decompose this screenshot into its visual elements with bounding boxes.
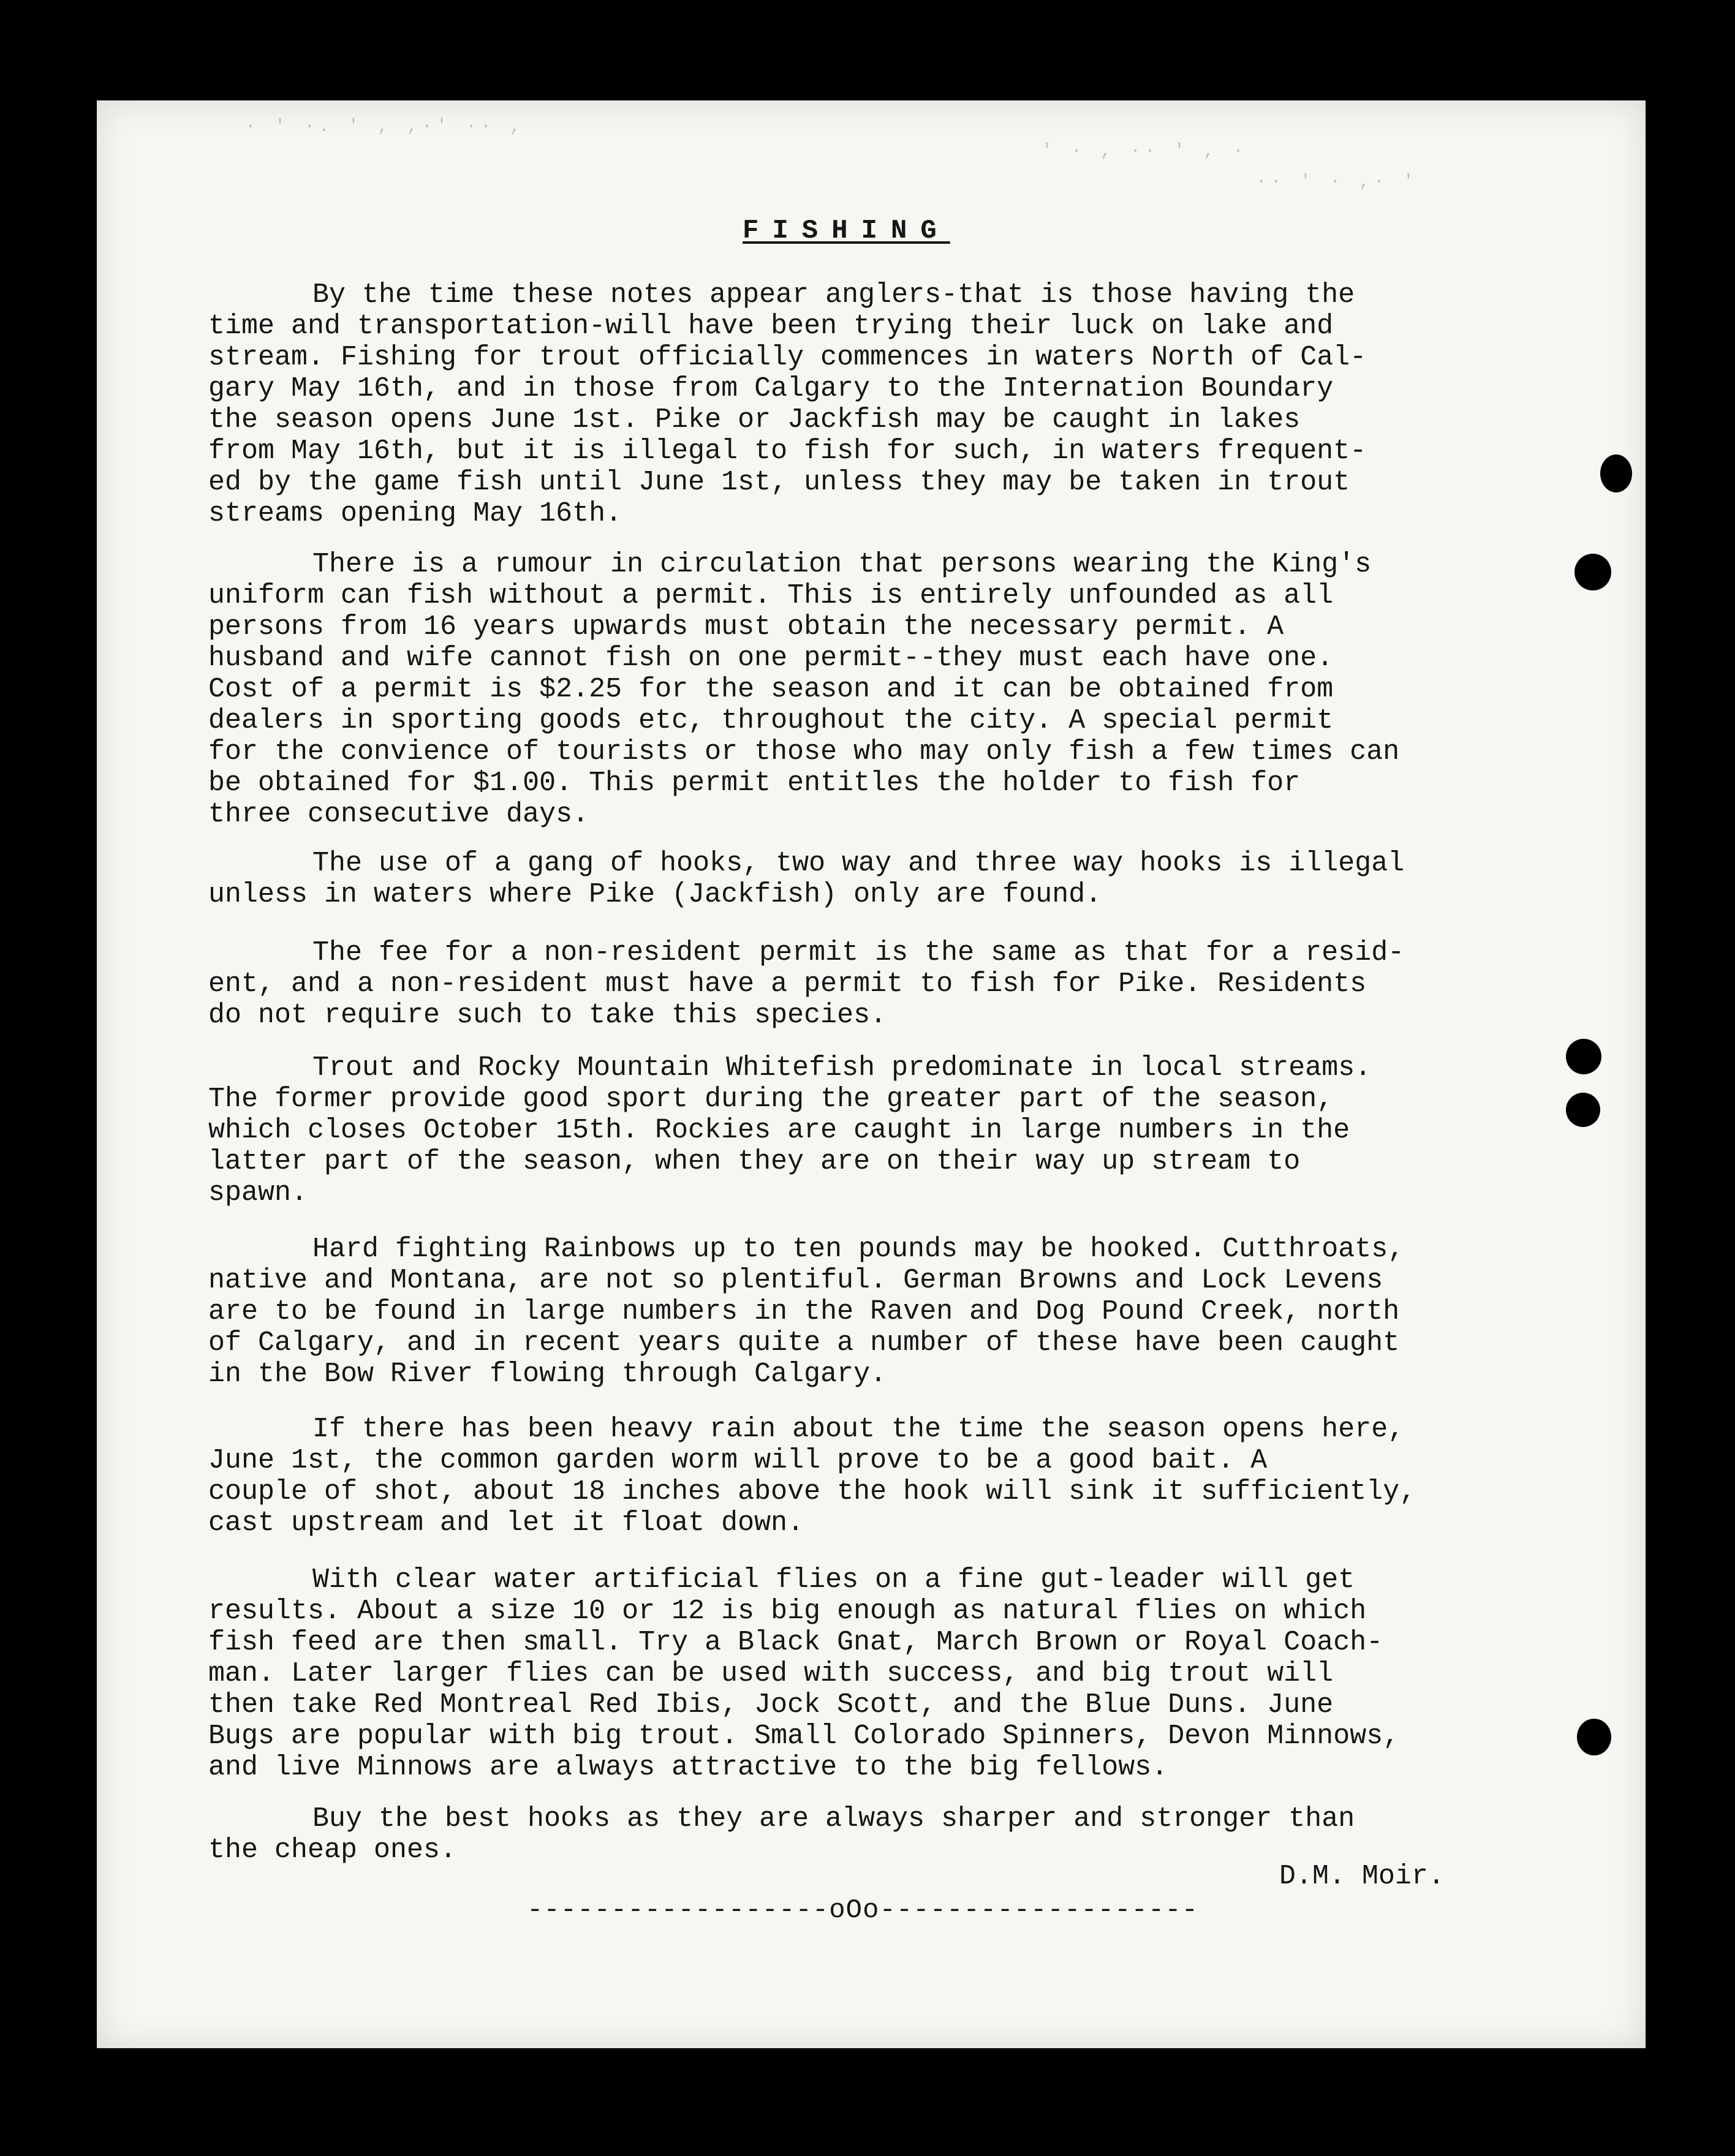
text-line: the season opens June 1st. Pike or Jackfish may be caught in lakes <box>208 404 1301 435</box>
text-line: ent, and a non-resident must have a permit to fish for Pike. Residents <box>208 968 1367 1000</box>
text-line: do not require such to take this species. <box>208 1000 887 1031</box>
text-line: Buy the best hooks as they are always sharper and stronger than <box>312 1803 1355 1834</box>
punch-hole <box>1577 1719 1611 1755</box>
text-line: man. Later larger flies can be used with success, and big trout will <box>208 1658 1334 1689</box>
text-line: spawn. <box>208 1177 308 1208</box>
text-line: for the convience of tourists or those who may only fish a few times can <box>208 736 1400 767</box>
text-line: which closes October 15th. Rockies are caught in large numbers in the <box>208 1115 1350 1146</box>
text-line: If there has been heavy rain about the time the season opens here, <box>312 1414 1405 1445</box>
text-line: By the time these notes appear anglers-that is those having the <box>312 279 1355 311</box>
punch-hole <box>1574 554 1611 590</box>
text-line: There is a rumour in circulation that persons wearing the King's <box>312 549 1372 580</box>
text-line: stream. Fishing for trout officially commences in waters North of Cal- <box>208 342 1367 373</box>
text-line: and live Minnows are always attractive to the big fellows. <box>208 1752 1168 1783</box>
text-line: Bugs are popular with big trout. Small Colorado Spinners, Devon Minnows, <box>208 1721 1400 1752</box>
author-signature: D.M. Moir. <box>1279 1861 1445 1892</box>
paragraph <box>208 1414 1532 1539</box>
paragraph <box>208 937 1532 1031</box>
text-line: Trout and Rocky Mountain Whitefish predominate in local streams. <box>312 1052 1372 1084</box>
text-line: husband and wife cannot fish on one permit--they must each have one. <box>208 643 1334 674</box>
paragraph <box>208 1564 1532 1783</box>
punch-hole <box>1566 1039 1601 1074</box>
text-line: cast upstream and let it float down. <box>208 1507 804 1539</box>
text-line: latter part of the season, when they are on their way up stream to <box>208 1146 1301 1177</box>
paragraph <box>208 1803 1532 1866</box>
text-line: streams opening May 16th. <box>208 498 622 529</box>
text-line: three consecutive days. <box>208 799 589 830</box>
text-line: time and transportation-will have been trying their luck on lake and <box>208 311 1334 342</box>
bleed-through-marks: ·· ' · ,· ' <box>1256 172 1418 192</box>
text-line: June 1st, the common garden worm will prove to be a good bait. A <box>208 1445 1268 1476</box>
text-line: from May 16th, but it is illegal to fish for such, in waters frequent- <box>208 435 1367 467</box>
text-line: With clear water artificial flies on a fine gut-leader will get <box>312 1564 1355 1596</box>
paragraph <box>208 1234 1532 1390</box>
text-line: couple of shot, about 18 inches above the hook will sink it sufficiently, <box>208 1476 1416 1507</box>
text-line: are to be found in large numbers in the Raven and Dog Pound Creek, north <box>208 1296 1400 1327</box>
text-line: Hard fighting Rainbows up to ten pounds may be hooked. Cutthroats, <box>312 1234 1405 1265</box>
text-line: of Calgary, and in recent years quite a number of these have been caught <box>208 1327 1400 1359</box>
punch-hole <box>1566 1093 1600 1127</box>
text-line: The use of a gang of hooks, two way and three way hooks is illegal <box>312 848 1405 879</box>
bleed-through-marks: ' · , ·· ' , · <box>1041 141 1248 162</box>
text-line: be obtained for $1.00. This permit entitles the holder to fish for <box>208 767 1301 799</box>
text-line: uniform can fish without a permit. This is entirely unfounded as all <box>208 580 1334 611</box>
closing-rule: ------------------oOo------------------- <box>527 1895 1199 1926</box>
text-line: native and Montana, are not so plentiful. German Browns and Lock Levens <box>208 1265 1383 1296</box>
bleed-through-marks: · ' ·. ' , ,·' ·· , <box>245 116 525 137</box>
text-line: results. About a size 10 or 12 is big enough as natural flies on which <box>208 1596 1367 1627</box>
punch-hole <box>1600 454 1632 492</box>
paragraph <box>208 279 1532 529</box>
paragraph <box>208 549 1532 830</box>
text-line: Cost of a permit is $2.25 for the season and it can be obtained from <box>208 674 1334 705</box>
text-line: persons from 16 years upwards must obtain the necessary permit. A <box>208 611 1284 643</box>
text-line: gary May 16th, and in those from Calgary to the Internation Boundary <box>208 373 1334 404</box>
text-line: the cheap ones. <box>208 1834 457 1866</box>
text-line: The fee for a non-resident permit is the same as that for a resid- <box>312 937 1405 968</box>
text-line: then take Red Montreal Red Ibis, Jock Scott, and the Blue Duns. June <box>208 1689 1334 1721</box>
text-line: unless in waters where Pike (Jackfish) only are found. <box>208 879 1102 910</box>
text-line: dealers in sporting goods etc, throughout the city. A special permit <box>208 705 1334 736</box>
page-title: FISHING <box>743 216 950 246</box>
text-line: in the Bow River flowing through Calgary. <box>208 1359 887 1390</box>
text-line: The former provide good sport during the greater part of the season, <box>208 1084 1334 1115</box>
text-line: ed by the game fish until June 1st, unless they may be taken in trout <box>208 467 1350 498</box>
paragraph <box>208 1052 1532 1208</box>
text-line: fish feed are then small. Try a Black Gnat, March Brown or Royal Coach- <box>208 1627 1383 1658</box>
paragraph <box>208 848 1532 910</box>
